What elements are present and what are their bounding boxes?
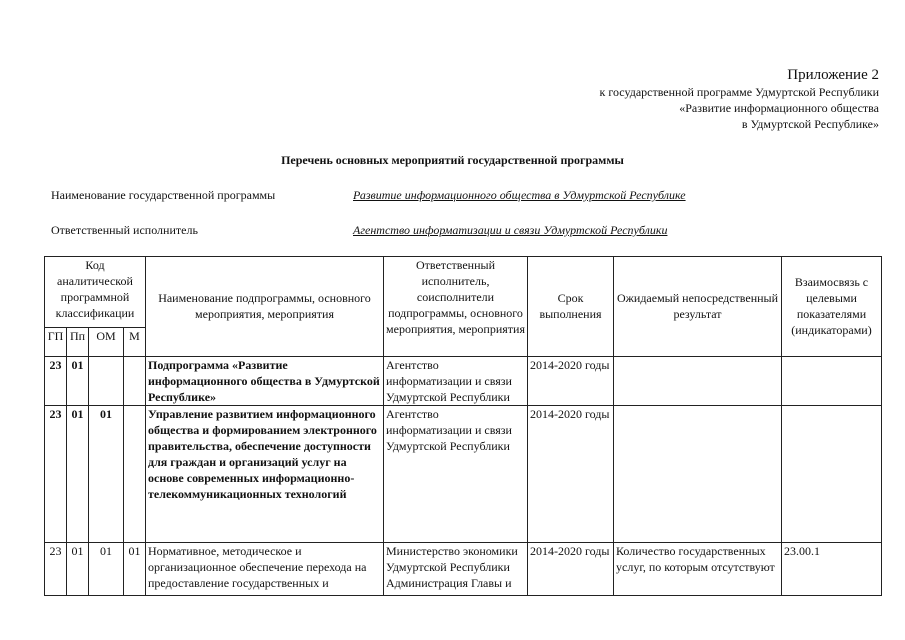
activities-table	[44, 256, 882, 596]
cell-link	[782, 406, 882, 543]
cell-link: 23.00.1	[782, 543, 882, 596]
document-title: Перечень основных мероприятий государственной программы	[281, 153, 624, 167]
program-name-value: Развитие информационного общества в Удмуртской Республике	[353, 188, 686, 202]
cell-result	[614, 357, 782, 406]
cell-gp: 23	[45, 543, 67, 596]
cell-name: Нормативное, методическое и организационное обеспечение перехода на предоставление государственных и	[146, 543, 384, 596]
header-result: Ожидаемый непосредственный результат	[614, 257, 782, 357]
appendix-line-2: «Развитие информационного общества	[679, 101, 879, 115]
cell-result: Количество государственных услуг, по которым отсутствуют	[614, 543, 782, 596]
header-name: Наименование подпрограммы, основного мероприятия, мероприятия	[146, 257, 384, 357]
program-name-row	[51, 188, 686, 203]
table-row	[45, 357, 882, 406]
program-name-label: Наименование государственной программы	[51, 188, 276, 202]
cell-pp: 01	[67, 406, 89, 543]
cell-pp: 01	[67, 543, 89, 596]
cell-term: 2014-2020 годы	[528, 543, 614, 596]
header-pp: Пп	[67, 328, 89, 357]
header-om: ОМ	[89, 328, 124, 357]
cell-executor: Министерство экономики Удмуртской Республики Администрация Главы и	[384, 543, 528, 596]
program-executor-label: Ответственный исполнитель	[51, 223, 198, 237]
header-link: Взаимосвязь с целевыми показателями (индикаторами)	[782, 257, 882, 357]
program-executor-row	[51, 223, 668, 238]
appendix-line-3: в Удмуртской Республике»	[741, 117, 879, 131]
cell-m: 01	[124, 543, 146, 596]
cell-gp: 23	[45, 357, 67, 406]
cell-om: 01	[89, 406, 124, 543]
appendix-block	[600, 66, 879, 132]
header-code-group: Код аналитической программной классификации	[45, 257, 146, 328]
header-gp: ГП	[45, 328, 67, 357]
cell-name: Подпрограмма «Развитие информационного общества в Удмуртской Республике»	[146, 357, 384, 406]
program-executor-value: Агентство информатизации и связи Удмуртской Республики	[353, 223, 668, 237]
appendix-title: Приложение 2	[787, 67, 879, 83]
cell-term: 2014-2020 годы	[528, 357, 614, 406]
cell-link	[782, 357, 882, 406]
cell-executor: Агентство информатизации и связи Удмуртской Республики	[384, 406, 528, 543]
cell-gp: 23	[45, 406, 67, 543]
table-row	[45, 406, 882, 543]
cell-executor: Агентство информатизации и связи Удмуртской Республики	[384, 357, 528, 406]
header-row-1	[45, 257, 882, 328]
header-term: Срок выполнения	[528, 257, 614, 357]
table-row	[45, 543, 882, 596]
appendix-line-1: к государственной программе Удмуртской Республики	[599, 85, 879, 99]
cell-m	[124, 357, 146, 406]
cell-name: Управление развитием информационного общества и формированием электронного правительства, обеспечение доступности для граждан и организаций услуг на основе современных информационно-телекоммуникационных технологий	[146, 406, 384, 543]
cell-pp: 01	[67, 357, 89, 406]
cell-result	[614, 406, 782, 543]
header-m: М	[124, 328, 146, 357]
cell-m	[124, 406, 146, 543]
header-executor: Ответственный исполнитель, соисполнители подпрограммы, основного мероприятия, мероприятия	[384, 257, 528, 357]
cell-om: 01	[89, 543, 124, 596]
cell-term: 2014-2020 годы	[528, 406, 614, 543]
cell-om	[89, 357, 124, 406]
